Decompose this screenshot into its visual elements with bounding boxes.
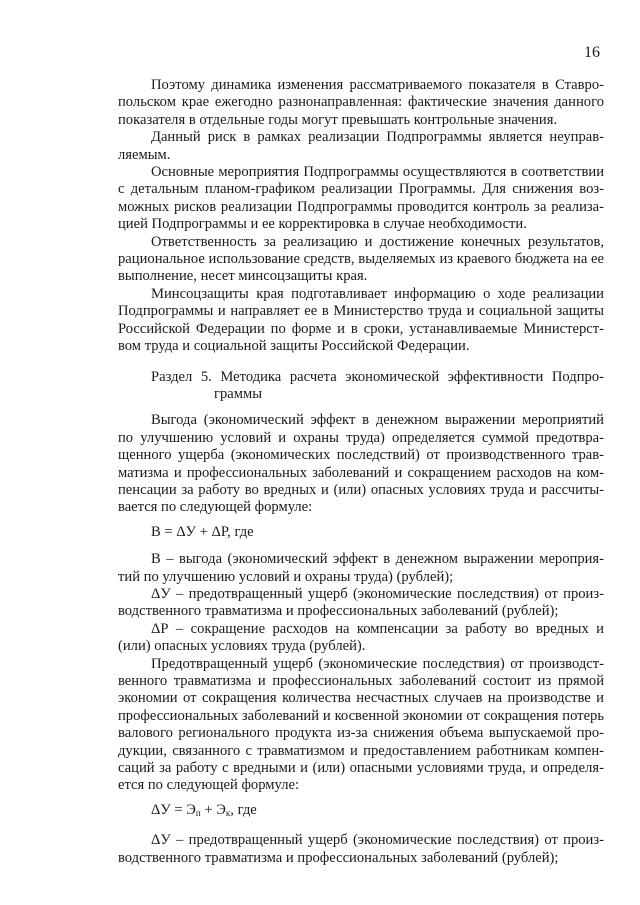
text-line: Предотвращенный ущерб (экономические последствия) от производст- [151, 655, 604, 672]
page-number: 16 [584, 44, 600, 61]
text-line: Поэтому динамика изменения рассматриваемого показателя в Ставро- [151, 77, 604, 93]
paragraph [118, 77, 604, 129]
text-line: венного травматизма и профессиональных заболеваний состоит из прямой [118, 673, 604, 689]
text-line: Выгода (экономический эффект в денежном выражении мероприятий [151, 412, 604, 429]
text-line: ΔР – сокращение расходов на компенсации за работу во вредных и [151, 620, 604, 637]
text-line: выполнение, несет минсоцзащиты края. [118, 268, 368, 285]
text-line: Данный риск в рамках реализации Подпрограммы является неуправ- [151, 129, 604, 146]
text-line: щенного ущерба (экономических последствий) от производственного трав- [118, 447, 604, 464]
text-line: Российской Федерации по форме и в сроки, устанавливаемые Министерст- [118, 320, 604, 337]
text-line: Основные мероприятия Подпрограммы осуществляются в соответствии [151, 164, 604, 181]
formula-damage-sub-k: к [225, 807, 231, 818]
text-line: вается по следующей формуле: [118, 499, 313, 516]
text-line: профессиональных заболеваний и косвенной экономии от сокращения потерь [118, 707, 604, 724]
text-line: матизма и профессиональных заболеваний и сокращением расходов на ком- [118, 464, 604, 481]
text-line: вом труда и социальной защиты Российской Федерации. [118, 338, 470, 355]
text-line: водственного травматизма и профессиональных заболеваний (рублей); [118, 603, 559, 620]
text-line: ется по следующей формуле: [118, 777, 300, 794]
formula-damage-sub-p: п [195, 807, 201, 818]
heading-line: Раздел 5. Методика расчета экономической эффективности Подпро- [151, 368, 604, 385]
text-line: В – выгода (экономический эффект в денежном выражении мероприя- [151, 551, 604, 568]
text-line: Ответственность за реализацию и достижение конечных результатов, [151, 233, 604, 250]
paragraph [118, 832, 604, 867]
formula-damage-lhs: ΔУ = Э [151, 801, 196, 818]
heading-line: граммы [214, 385, 263, 402]
paragraph-group-definitions-2 [118, 832, 604, 867]
formula-damage [118, 802, 604, 822]
text-line: Минсоцзащиты края подготавливает информацию о ходе реализации [151, 285, 604, 302]
text-line: экономии от сокращения количества несчастных случаев на производстве и [118, 690, 604, 707]
text-line: с детальным планом-графиком реализации Программы. Для снижения воз- [118, 181, 604, 198]
paragraph [118, 621, 604, 656]
paragraph-group-definitions [118, 551, 604, 795]
paragraph [118, 551, 604, 586]
paragraph [118, 586, 604, 621]
text-line: дукции, связанного с травматизмом и предоставлением работникам компен- [118, 742, 604, 759]
paragraph-group-benefit [118, 412, 604, 516]
formula-benefit: В = ΔУ + ΔР, где [151, 523, 254, 540]
formula-damage-plus: + Э [200, 801, 226, 818]
text-line: рациональное использование средств, выделяемых из краевого бюджета на ее [118, 251, 604, 268]
paragraph [118, 164, 604, 234]
text-line: польском крае ежегодно разнонаправленная: фактические значения данного [118, 94, 604, 111]
text-line: тий по улучшению условий и охраны труда) (рублей); [118, 568, 454, 585]
text-line: по улучшению условий и охраны труда) определяется суммой предотвра- [118, 429, 604, 446]
text-line: водственного травматизма и профессиональных заболеваний (рублей); [118, 849, 559, 866]
text-line: Подпрограммы и направляет ее в Министерство труда и социальной защиты [118, 303, 604, 320]
document-body [118, 77, 604, 867]
paragraph [118, 286, 604, 356]
paragraph [118, 412, 604, 516]
text-line: саций за работу с вредными и (или) опасными условиями труда, и определя- [118, 760, 604, 777]
section-heading [118, 369, 604, 404]
text-line: можных рисков реализации Подпрограммы проводится контроль за реализа- [118, 198, 604, 215]
paragraph [118, 129, 604, 164]
text-line: ляемым. [118, 146, 171, 163]
paragraph-group-risks [118, 77, 604, 356]
formula-damage-tail: , где [230, 801, 257, 818]
text-line: цией Подпрограммы и ее корректировка в случае необходимости. [118, 216, 527, 233]
text-line: показателя в отдельные годы могут превышать контрольные значения. [118, 111, 558, 128]
text-line: (или) опасных условиях труда (рублей). [118, 638, 366, 655]
text-line: ΔУ – предотвращенный ущерб (экономические последствия) от произ- [151, 585, 604, 602]
text-line: валового регионального продукта из-за снижения объема выпускаемой про- [118, 725, 604, 742]
paragraph [118, 234, 604, 286]
text-line: пенсации за работу во вредных и (или) опасных условиях труда и рассчиты- [118, 481, 604, 498]
paragraph [118, 656, 604, 795]
text-line: ΔУ – предотвращенный ущерб (экономические последствия) от произ- [151, 832, 604, 849]
